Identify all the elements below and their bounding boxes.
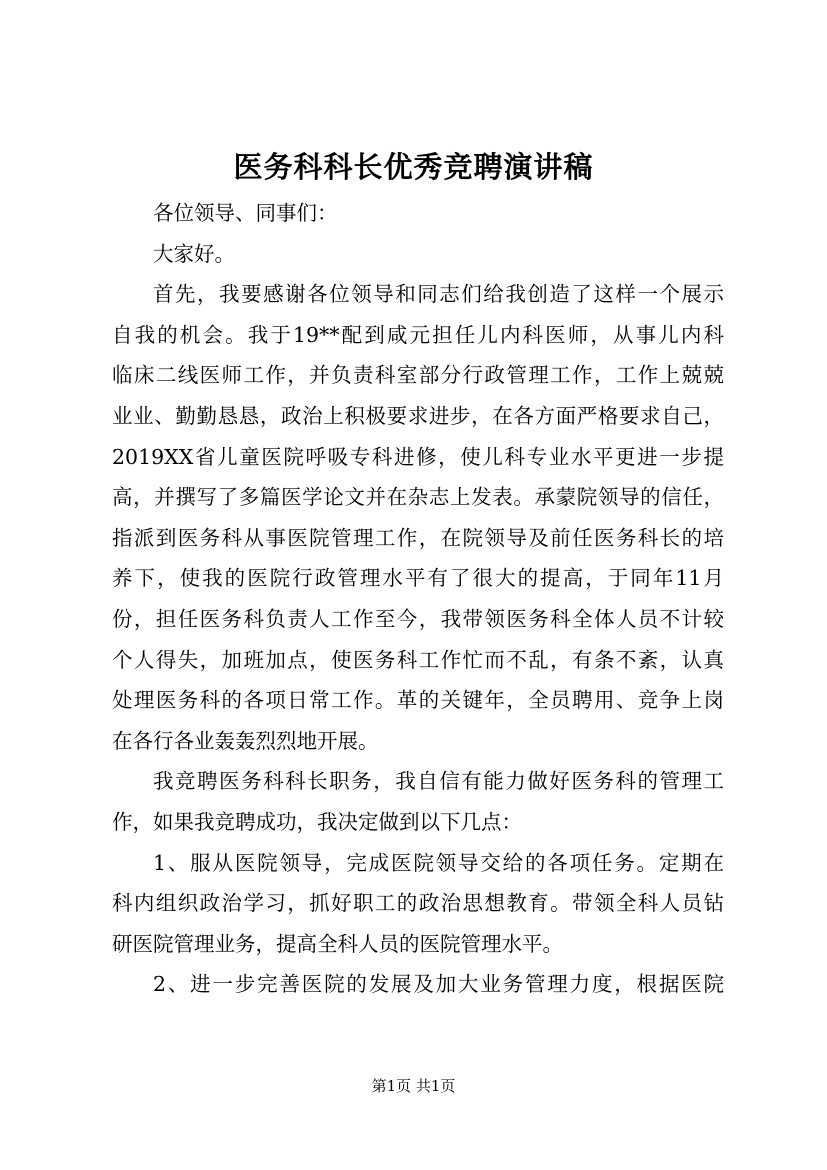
text-line: 2、进一步完善医院的发展及加大业务管理力度，根据医院 <box>153 972 724 997</box>
text-line: 科内组织政治学习，抓好职工的政治思想教育。带领全科人员钻 <box>112 891 724 916</box>
text-line: 在各行各业轰轰烈烈地开展。 <box>112 728 379 753</box>
text-line: 养下，使我的医院行政管理水平有了很大的提高，于同年11月 <box>112 566 724 591</box>
text-line: 临床二线医师工作，并负责科室部分行政管理工作，工作上兢兢 <box>112 363 724 388</box>
text-line: 大家好。 <box>153 241 235 266</box>
page-footer: 第1页 共1页 <box>371 1077 456 1095</box>
text-line: 首先，我要感谢各位领导和同志们给我创造了这样一个展示 <box>153 282 724 307</box>
text-line: 各位领导、同事们： <box>153 201 338 225</box>
text-line: 研医院管理业务，提高全科人员的医院管理水平。 <box>112 931 563 956</box>
text-line: 2019XX省儿童医院呼吸专科进修，使儿科专业水平更进一步提 <box>112 444 724 469</box>
text-line: 份，担任医务科负责人工作至今，我带领医务科全体人员不计较 <box>112 606 724 631</box>
text-line: 1、服从医院领导，完成医院领导交给的各项任务。定期在 <box>153 850 724 875</box>
document-title: 医务科科长优秀竞聘演讲稿 <box>233 150 594 184</box>
document-body <box>112 193 724 1005</box>
text-line: 指派到医务科从事医院管理工作，在院领导及前任医务科长的培 <box>112 525 724 550</box>
text-line: 作，如果我竞聘成功，我决定做到以下几点： <box>112 809 522 834</box>
text-line: 自我的机会。我于19**配到咸元担任儿内科医师，从事儿内科 <box>112 322 724 347</box>
text-line: 个人得失，加班加点，使医务科工作忙而不乱，有条不紊，认真 <box>112 647 724 672</box>
text-line: 我竞聘医务科科长职务，我自信有能力做好医务科的管理工 <box>153 769 724 794</box>
text-line: 高，并撰写了多篇医学论文并在杂志上发表。承蒙院领导的信任， <box>112 485 724 510</box>
text-line: 业业、勤勤恳恳，政治上积极要求进步，在各方面严格要求自己， <box>112 403 724 428</box>
text-line: 处理医务科的各项日常工作。革的关键年，全员聘用、竞争上岗 <box>112 688 724 713</box>
